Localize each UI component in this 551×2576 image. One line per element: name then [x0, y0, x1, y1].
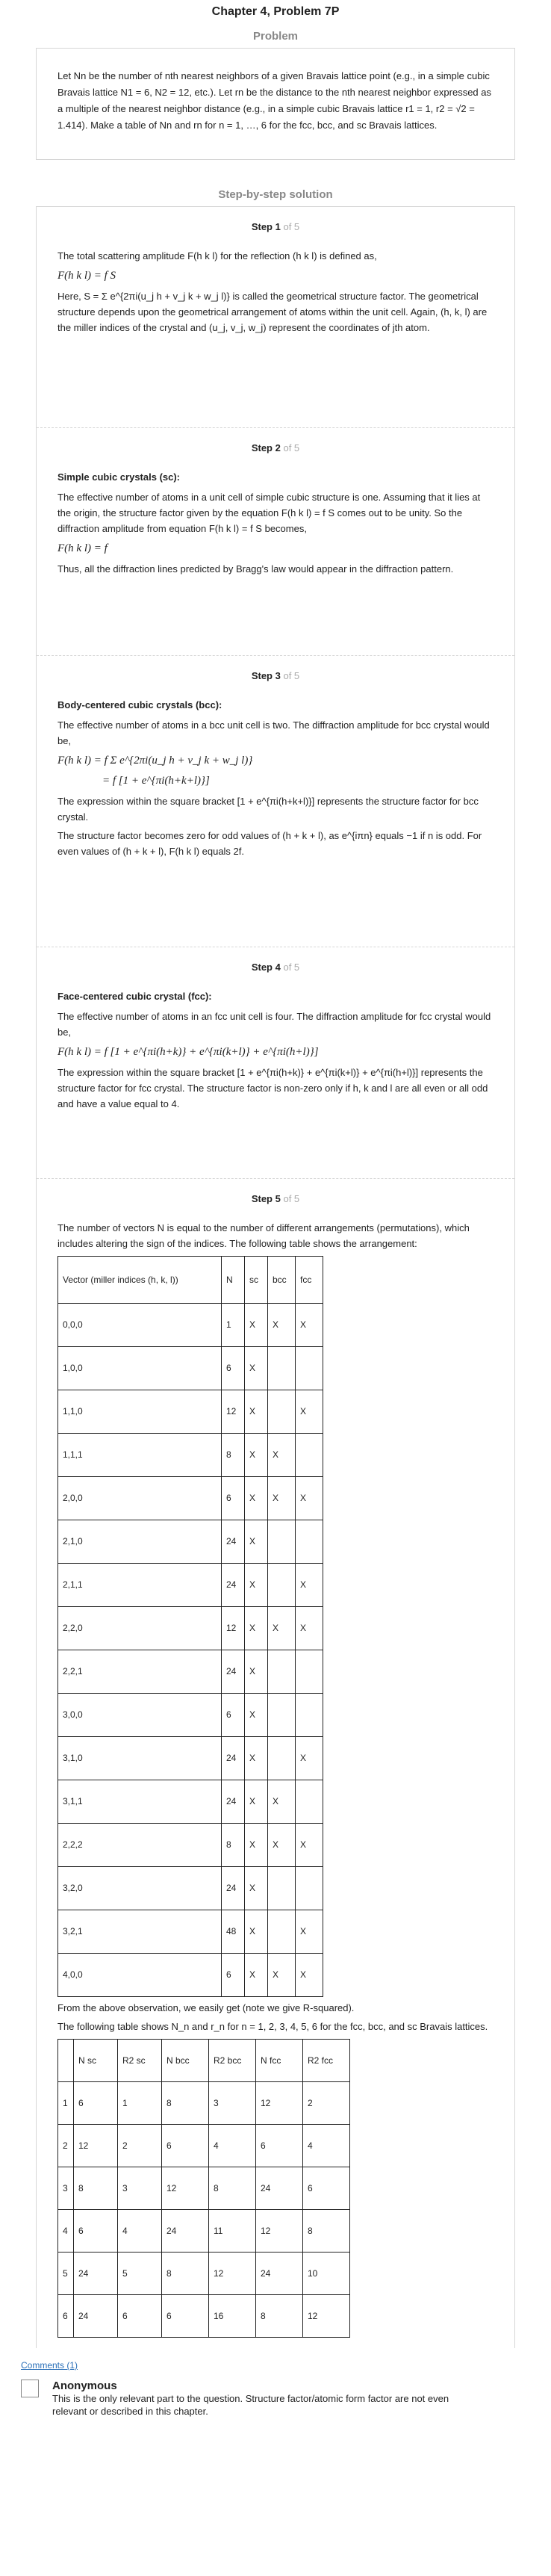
step-text: The effective number of atoms in a bcc unit cell is two. The diffraction amplitude for bcc crystal would be, [57, 719, 490, 746]
step-4 [37, 947, 514, 1178]
table-cell: 2 [58, 2125, 74, 2167]
table-cell: 6 [74, 2082, 118, 2125]
table-cell [268, 1520, 296, 1564]
table-header-cell: N bcc [162, 2040, 209, 2082]
comment-checkbox[interactable] [21, 2380, 39, 2397]
table-cell: 24 [74, 2253, 118, 2295]
table-cell: X [245, 1867, 268, 1910]
table-cell: X [245, 1954, 268, 1997]
table-cell [268, 1910, 296, 1954]
table-header-cell: N [222, 1257, 245, 1304]
table-cell: 8 [256, 2295, 303, 2338]
step-text: From the above observation, we easily get (note we give R-squared). [57, 2002, 355, 2013]
table-cell: 5 [118, 2253, 162, 2295]
comment-text: This is the only relevant part to the question. Structure factor/atomic form factor are not even relevant or described in this chapter. [52, 2393, 449, 2417]
table-cell: X [268, 1824, 296, 1867]
table-cell: 1,1,1 [58, 1434, 222, 1477]
table-cell: X [296, 1737, 323, 1780]
step-text: The effective number of atoms in an fcc unit cell is four. The diffraction amplitude for fcc crystal would be, [57, 1011, 491, 1038]
step-title: Step 1 of 5 [251, 221, 300, 232]
table-row [58, 1824, 323, 1867]
table-cell: X [296, 1304, 323, 1347]
table-cell: X [245, 1304, 268, 1347]
table-row [58, 1737, 323, 1780]
table-cell: X [245, 1824, 268, 1867]
table-cell: 6 [303, 2167, 350, 2210]
table-cell: X [296, 1824, 323, 1867]
table-cell: 3,0,0 [58, 1694, 222, 1737]
table-cell: X [268, 1607, 296, 1650]
table-cell: 12 [74, 2125, 118, 2167]
table-cell: 4 [303, 2125, 350, 2167]
table-cell: 2,1,1 [58, 1564, 222, 1607]
problem-text: Let Nn be the number of nth nearest neighbors of a given Bravais lattice point (e.g., in a simple cubic Bravais lattice N1 = 6, N2 = 12, etc.). Let rn be the distance to the nth nearest neighbor expressed as a multiple of the nearest neighbor distance (e.g., in a simple cubic Bravais lattice r1 = 1, r2 = √2 = 1.414). Make a table of Nn and rn for n = 1, …, 6 for the fcc, bcc, and sc Bravais lattices. [57, 70, 492, 131]
table-cell: 6 [222, 1477, 245, 1520]
table-cell: X [245, 1737, 268, 1780]
table-cell: X [245, 1520, 268, 1564]
table-cell: 8 [222, 1824, 245, 1867]
table-cell: 8 [209, 2167, 256, 2210]
table-cell: X [245, 1434, 268, 1477]
table-cell: X [296, 1954, 323, 1997]
comments-link[interactable]: Comments (1) [21, 2360, 78, 2371]
table-cell: 1 [118, 2082, 162, 2125]
step-text: The number of vectors N is equal to the number of different arrangements (permutations), which includes altering the sign of the indices. The following table shows the arrangement: [57, 1222, 470, 1249]
table-header-cell: N sc [74, 2040, 118, 2082]
table-cell: 4 [209, 2125, 256, 2167]
table-cell [296, 1347, 323, 1390]
table-cell: X [245, 1347, 268, 1390]
table-row [58, 2082, 350, 2125]
equation: = f [1 + e^{πi(h+k+l)}] [102, 775, 210, 787]
table-row [58, 1607, 323, 1650]
table-cell: 12 [222, 1607, 245, 1650]
table-cell [296, 1520, 323, 1564]
step-title: Step 3 of 5 [251, 670, 300, 681]
table-cell: 24 [256, 2253, 303, 2295]
table-cell: X [268, 1434, 296, 1477]
table-cell [268, 1650, 296, 1694]
step-text: The structure factor becomes zero for odd values of (h + k + l), as e^{iπn} equals −1 if n is odd. For even values of (h + k + l), F(h k l) equals 2f. [57, 830, 482, 857]
table-cell: 8 [162, 2253, 209, 2295]
table-cell: 6 [74, 2210, 118, 2253]
table-row [58, 2295, 350, 2338]
table-cell: 8 [162, 2082, 209, 2125]
table-row [58, 1304, 323, 1347]
step-text: The expression within the square bracket [1 + e^{πi(h+k+l)}] represents the structure factor for bcc crystal. [57, 796, 479, 823]
table-cell: 8 [222, 1434, 245, 1477]
table-cell: X [245, 1780, 268, 1824]
table-cell: 1 [58, 2082, 74, 2125]
table-row [58, 1434, 323, 1477]
result-table [57, 2039, 350, 2338]
table-row [58, 1954, 323, 1997]
step-text: The following table shows N_n and r_n for n = 1, 2, 3, 4, 5, 6 for the fcc, bcc, and sc Bravais lattices. [57, 2021, 488, 2032]
table-cell: 12 [209, 2253, 256, 2295]
table-cell: X [268, 1304, 296, 1347]
table-cell: 2,0,0 [58, 1477, 222, 1520]
step-title: Step 2 of 5 [251, 442, 300, 453]
equation: F(h k l) = f [1 + e^{πi(h+k)} + e^{πi(k+l)} + e^{πi(h+l)}] [57, 1046, 319, 1058]
table-row [58, 1694, 323, 1737]
table-cell: 4 [58, 2210, 74, 2253]
step-2 [37, 427, 514, 655]
table-cell: 8 [303, 2210, 350, 2253]
solution-heading: Step-by-step solution [218, 188, 333, 201]
table-row [58, 2125, 350, 2167]
table-cell: X [245, 1607, 268, 1650]
table-cell [296, 1867, 323, 1910]
step-3 [37, 655, 514, 947]
table-cell: 24 [256, 2167, 303, 2210]
table-cell: 2,2,0 [58, 1607, 222, 1650]
table-cell: 24 [222, 1650, 245, 1694]
table-cell: 24 [162, 2210, 209, 2253]
table-cell: 2,2,1 [58, 1650, 222, 1694]
table-header-cell: bcc [268, 1257, 296, 1304]
comment-author: Anonymous [52, 2380, 117, 2392]
table-cell: 5 [58, 2253, 74, 2295]
table-cell: X [268, 1780, 296, 1824]
table-cell [268, 1564, 296, 1607]
table-cell [296, 1694, 323, 1737]
table-cell: X [245, 1477, 268, 1520]
table-cell: 12 [256, 2082, 303, 2125]
table-cell: 16 [209, 2295, 256, 2338]
table-header-cell: R2 bcc [209, 2040, 256, 2082]
table-cell: X [268, 1954, 296, 1997]
table-cell: 3 [118, 2167, 162, 2210]
table-cell: 24 [222, 1564, 245, 1607]
table-row [58, 1564, 323, 1607]
table-cell: 6 [118, 2295, 162, 2338]
table-cell: 6 [162, 2295, 209, 2338]
table-cell: X [245, 1390, 268, 1434]
table-cell [268, 1347, 296, 1390]
page-title: Chapter 4, Problem 7P [211, 5, 340, 18]
table-cell: 24 [222, 1520, 245, 1564]
problem-box [36, 48, 515, 160]
table-cell: 10 [303, 2253, 350, 2295]
table-cell [268, 1867, 296, 1910]
table-cell: X [268, 1477, 296, 1520]
table-cell: X [245, 1910, 268, 1954]
step-text: The expression within the square bracket [1 + e^{πi(h+k)} + e^{πi(k+l)} + e^{πi(h+l)}] represents the structure factor for fcc crystal. The structure factor is non-zero only if h, k and l are all even or all odd and have a value equal to 4. [57, 1067, 488, 1109]
table-cell [268, 1737, 296, 1780]
step-1 [37, 207, 514, 427]
table-cell: 1,1,0 [58, 1390, 222, 1434]
table-cell: 24 [74, 2295, 118, 2338]
table-cell: 48 [222, 1910, 245, 1954]
problem-heading: Problem [252, 30, 298, 43]
table-cell [296, 1434, 323, 1477]
step-text: The effective number of atoms in a unit cell of simple cubic structure is one. Assuming that it lies at the origin, the structure factor given by the equation F(h k l) = f S comes out to be unity. So the diffraction amplitude from equation F(h k l) = f S becomes, [57, 492, 481, 534]
equation: F(h k l) = f Σ e^{2πi(u_j h + v_j k + w_j l)} [57, 755, 253, 767]
table-cell: 1,0,0 [58, 1347, 222, 1390]
table-cell [296, 1650, 323, 1694]
table-header-cell: R2 fcc [303, 2040, 350, 2082]
table-cell: 6 [222, 1347, 245, 1390]
table-cell: 3,1,0 [58, 1737, 222, 1780]
table-row [58, 1650, 323, 1694]
table-cell: X [296, 1390, 323, 1434]
table-header-cell: sc [245, 1257, 268, 1304]
step-title: Step 4 of 5 [251, 962, 300, 973]
table-header-cell: R2 sc [118, 2040, 162, 2082]
table-cell: 12 [256, 2210, 303, 2253]
table-cell: 2 [118, 2125, 162, 2167]
table-cell: 3,1,1 [58, 1780, 222, 1824]
table-cell: 24 [222, 1867, 245, 1910]
table-header-cell: Vector (miller indices (h, k, l)) [58, 1257, 222, 1304]
table-cell: 6 [162, 2125, 209, 2167]
step-heading: Body-centered cubic crystals (bcc): [57, 699, 222, 710]
table-cell: 6 [256, 2125, 303, 2167]
table-row [58, 1477, 323, 1520]
table-cell: X [245, 1694, 268, 1737]
table-cell: X [296, 1910, 323, 1954]
table-header-cell: N fcc [256, 2040, 303, 2082]
table-header-cell [58, 2040, 74, 2082]
table-cell: X [245, 1564, 268, 1607]
step-text: Here, S = Σ e^{2πi(u_j h + v_j k + w_j l)} is called the geometrical structure factor. The geometrical structure depends upon the geometrical arrangement of atoms within the unit cell. Again, (h, k, l) are the miller indices of the crystal and (u_j, v_j, w_j) represent the coordinates of jth atom. [57, 291, 488, 333]
table-cell: 11 [209, 2210, 256, 2253]
table-row [58, 1867, 323, 1910]
table-header-cell: fcc [296, 1257, 323, 1304]
table-cell: 3,2,0 [58, 1867, 222, 1910]
step-heading: Simple cubic crystals (sc): [57, 471, 181, 483]
table-row [58, 1347, 323, 1390]
table-cell: 24 [222, 1780, 245, 1824]
table-row [58, 1520, 323, 1564]
table-cell [268, 1390, 296, 1434]
vector-table [57, 1256, 323, 1997]
table-cell: 4 [118, 2210, 162, 2253]
table-cell: 6 [222, 1954, 245, 1997]
table-row [58, 2167, 350, 2210]
step-title: Step 5 of 5 [251, 1193, 300, 1204]
table-cell: X [245, 1650, 268, 1694]
table-cell: 2,1,0 [58, 1520, 222, 1564]
table-cell [296, 1780, 323, 1824]
comment [21, 2380, 551, 2418]
table-cell: 4,0,0 [58, 1954, 222, 1997]
table-cell: X [296, 1564, 323, 1607]
table-row [58, 1390, 323, 1434]
table-cell: 12 [222, 1390, 245, 1434]
table-cell: 6 [58, 2295, 74, 2338]
table-cell: 24 [222, 1737, 245, 1780]
table-cell: 0,0,0 [58, 1304, 222, 1347]
table-cell [268, 1694, 296, 1737]
table-cell: 6 [222, 1694, 245, 1737]
table-row [58, 1780, 323, 1824]
table-cell: 3 [209, 2082, 256, 2125]
table-cell: 12 [303, 2295, 350, 2338]
table-cell: 12 [162, 2167, 209, 2210]
table-cell: 3 [58, 2167, 74, 2210]
table-row [58, 2210, 350, 2253]
table-cell: X [296, 1607, 323, 1650]
equation: F(h k l) = f S [57, 270, 116, 282]
table-cell: 1 [222, 1304, 245, 1347]
solution-box [36, 206, 515, 2348]
table-cell: 3,2,1 [58, 1910, 222, 1954]
equation: F(h k l) = f [57, 542, 108, 554]
table-row [58, 1910, 323, 1954]
table-cell: 2,2,2 [58, 1824, 222, 1867]
step-5 [37, 1178, 514, 2348]
step-text: Thus, all the diffraction lines predicted by Bragg's law would appear in the diffraction pattern. [57, 563, 454, 575]
table-cell: 2 [303, 2082, 350, 2125]
table-cell: 8 [74, 2167, 118, 2210]
table-cell: X [296, 1477, 323, 1520]
table-row [58, 2253, 350, 2295]
step-text: The total scattering amplitude F(h k l) for the reflection (h k l) is defined as, [57, 250, 377, 261]
step-heading: Face-centered cubic crystal (fcc): [57, 991, 212, 1002]
